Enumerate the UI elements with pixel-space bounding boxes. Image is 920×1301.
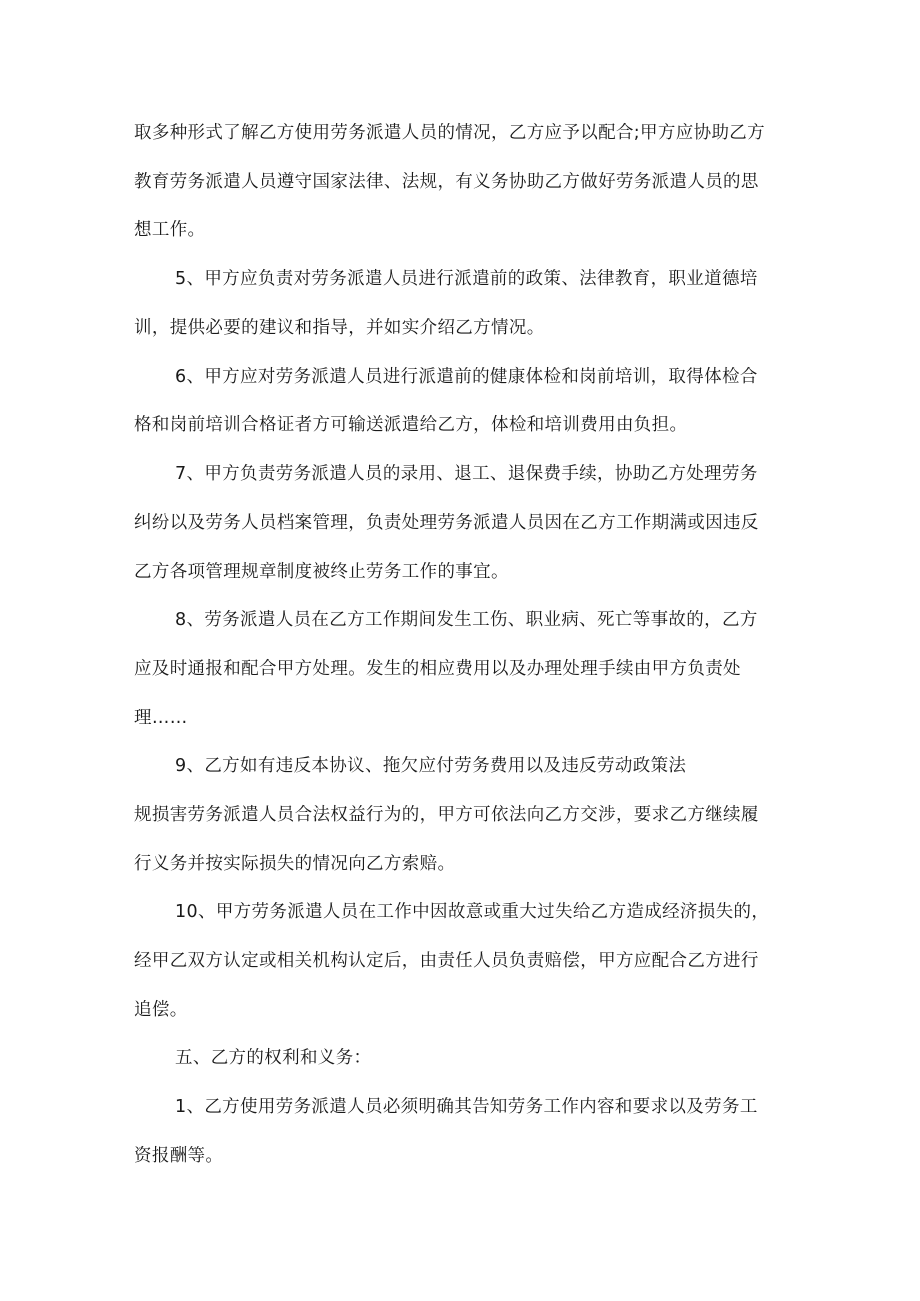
text-line: 理…… [134, 708, 188, 728]
paragraph-7-start: 7、甲方负责劳务派遣人员的录用、退工、退保费手续，协助乙方处理劳务 [175, 464, 758, 484]
paragraph-8-start: 8、劳务派遣人员在乙方工作期间发生工伤、职业病、死亡等事故的，乙方 [175, 610, 758, 630]
text-line: 资报酬等。 [134, 1146, 224, 1166]
text-line: 格和岗前培训合格证者方可输送派遣给乙方，体检和培训费用由负担。 [134, 415, 688, 435]
text-line: 训，提供必要的建议和指导，并如实介绍乙方情况。 [134, 318, 545, 338]
text-line: 追偿。 [134, 1000, 188, 1020]
text-line: 取多种形式了解乙方使用劳务派遣人员的情况，乙方应予以配合;甲方应协助乙方 [134, 123, 765, 143]
text-line: 想工作。 [134, 220, 206, 240]
text-line: 教育劳务派遣人员遵守国家法律、法规，有义务协助乙方做好劳务派遣人员的思 [134, 172, 759, 192]
text-line: 规损害劳务派遣人员合法权益行为的，甲方可依法向乙方交涉，要求乙方继续履 [134, 805, 759, 825]
paragraph-5-start: 5、甲方应负责对劳务派遣人员进行派遣前的政策、法律教育，职业道德培 [175, 269, 758, 289]
paragraph-6-start: 6、甲方应对劳务派遣人员进行派遣前的健康体检和岗前培训，取得体检合 [175, 367, 758, 387]
text-line: 乙方各项管理规章制度被终止劳务工作的事宜。 [134, 562, 509, 582]
text-line: 应及时通报和配合甲方处理。发生的相应费用以及办理处理手续由甲方负责处 [134, 659, 741, 679]
text-line: 行义务并按实际损失的情况向乙方索赔。 [134, 854, 456, 874]
paragraph-10-start: 10、甲方劳务派遣人员在工作中因故意或重大过失给乙方造成经济损失的， [175, 902, 770, 922]
paragraph-1-start: 1、乙方使用劳务派遣人员必须明确其告知劳务工作内容和要求以及劳务工 [175, 1097, 758, 1117]
paragraph-9-start: 9、乙方如有违反本协议、拖欠应付劳务费用以及违反劳动政策法 [175, 756, 687, 776]
section-heading: 五、乙方的权利和义务： [175, 1048, 372, 1068]
text-line: 经甲乙双方认定或相关机构认定后，由责任人员负责赔偿，甲方应配合乙方进行 [134, 951, 759, 971]
text-line: 纠纷以及劳务人员档案管理，负责处理劳务派遣人员因在乙方工作期满或因违反 [134, 513, 759, 533]
